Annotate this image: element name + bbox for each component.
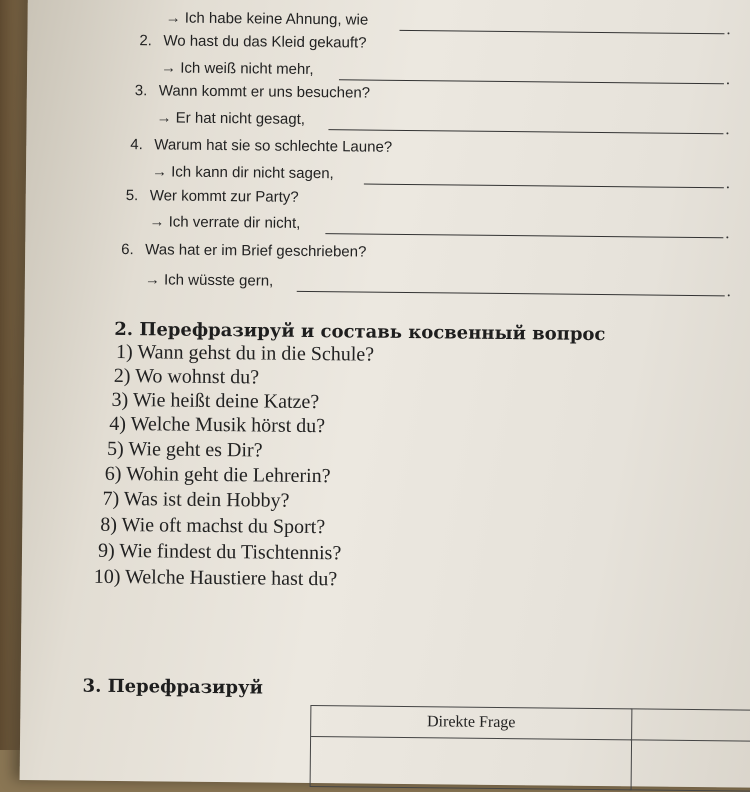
- period-mark: [727, 82, 729, 84]
- exercise-2-item-8: 8) Wie oft machst du Sport?: [100, 513, 326, 539]
- exercise-2-item-5: 5) Wie geht es Dir?: [106, 437, 263, 462]
- question-number-6: 6.: [121, 240, 134, 259]
- question-4: Warum hat sie so schlechte Laune?: [154, 136, 393, 156]
- exercise-3-heading: 3. Перефразируй: [82, 675, 264, 699]
- question-3: Wann kommt er uns besuchen?: [158, 82, 371, 102]
- exercise-2-item-1: 1) Wann gehst du in die Schule?: [115, 340, 375, 366]
- answer-prompt-2: → Ich weiß nicht mehr,: [160, 59, 314, 78]
- answer-prompt-4: → Ich kann dir nicht sagen,: [151, 163, 334, 183]
- question-number-2: 2.: [139, 32, 152, 50]
- question-number-5: 5.: [125, 187, 139, 205]
- answer-line-4[interactable]: [364, 184, 724, 189]
- exercise-2-item-6: 6) Wohin geht die Lehrerin?: [104, 462, 331, 488]
- answer-prompt-5: → Ich verrate dir nicht,: [149, 213, 301, 232]
- worksheet-page: [20, 0, 750, 788]
- answer-prompt-1: → Ich habe keine Ahnung, wie: [165, 9, 369, 29]
- question-5: Wer kommt zur Party?: [149, 187, 299, 206]
- exercise-2-item-2: 2) Wo wohnst du?: [113, 364, 260, 389]
- answer-table: [310, 705, 633, 790]
- question-number-3: 3.: [134, 82, 148, 100]
- period-mark: [727, 186, 729, 188]
- table-row-divider: [311, 736, 631, 740]
- answer-line-5[interactable]: [325, 233, 723, 238]
- period-mark: [727, 32, 729, 34]
- exercise-2-item-4: 4) Welche Musik hörst du?: [109, 412, 326, 438]
- question-6: Was hat er im Brief geschrieben?: [145, 241, 367, 261]
- period-mark: [728, 294, 730, 296]
- period-mark: [726, 132, 728, 134]
- exercise-2-heading: 2. Перефразируй и составь косвенный вопрос: [114, 318, 606, 346]
- answer-line-6[interactable]: [297, 291, 725, 296]
- exercise-2-item-3: 3) Wie heißt deine Katze?: [111, 388, 320, 414]
- answer-line-1[interactable]: [399, 30, 724, 34]
- table-row-divider: [630, 739, 750, 742]
- exercise-2-item-10: 10) Welche Haustiere hast du?: [93, 565, 338, 591]
- table-header-direct-question: Direkte Frage: [426, 713, 516, 732]
- period-mark: [726, 236, 728, 238]
- exercise-2-item-9: 9) Wie findest du Tischtennis?: [97, 539, 342, 565]
- answer-prompt-6: → Ich wüsste gern,: [144, 271, 274, 290]
- question-number-4: 4.: [130, 136, 143, 154]
- exercise-2-item-7: 7) Was ist dein Hobby?: [102, 487, 290, 512]
- answer-line-2[interactable]: [339, 79, 724, 84]
- answer-prompt-3: → Er hat nicht gesagt,: [156, 109, 306, 128]
- question-2: Wo hast du das Kleid gekauft?: [163, 32, 367, 52]
- answer-line-3[interactable]: [328, 129, 723, 134]
- table-column-2: [630, 708, 750, 792]
